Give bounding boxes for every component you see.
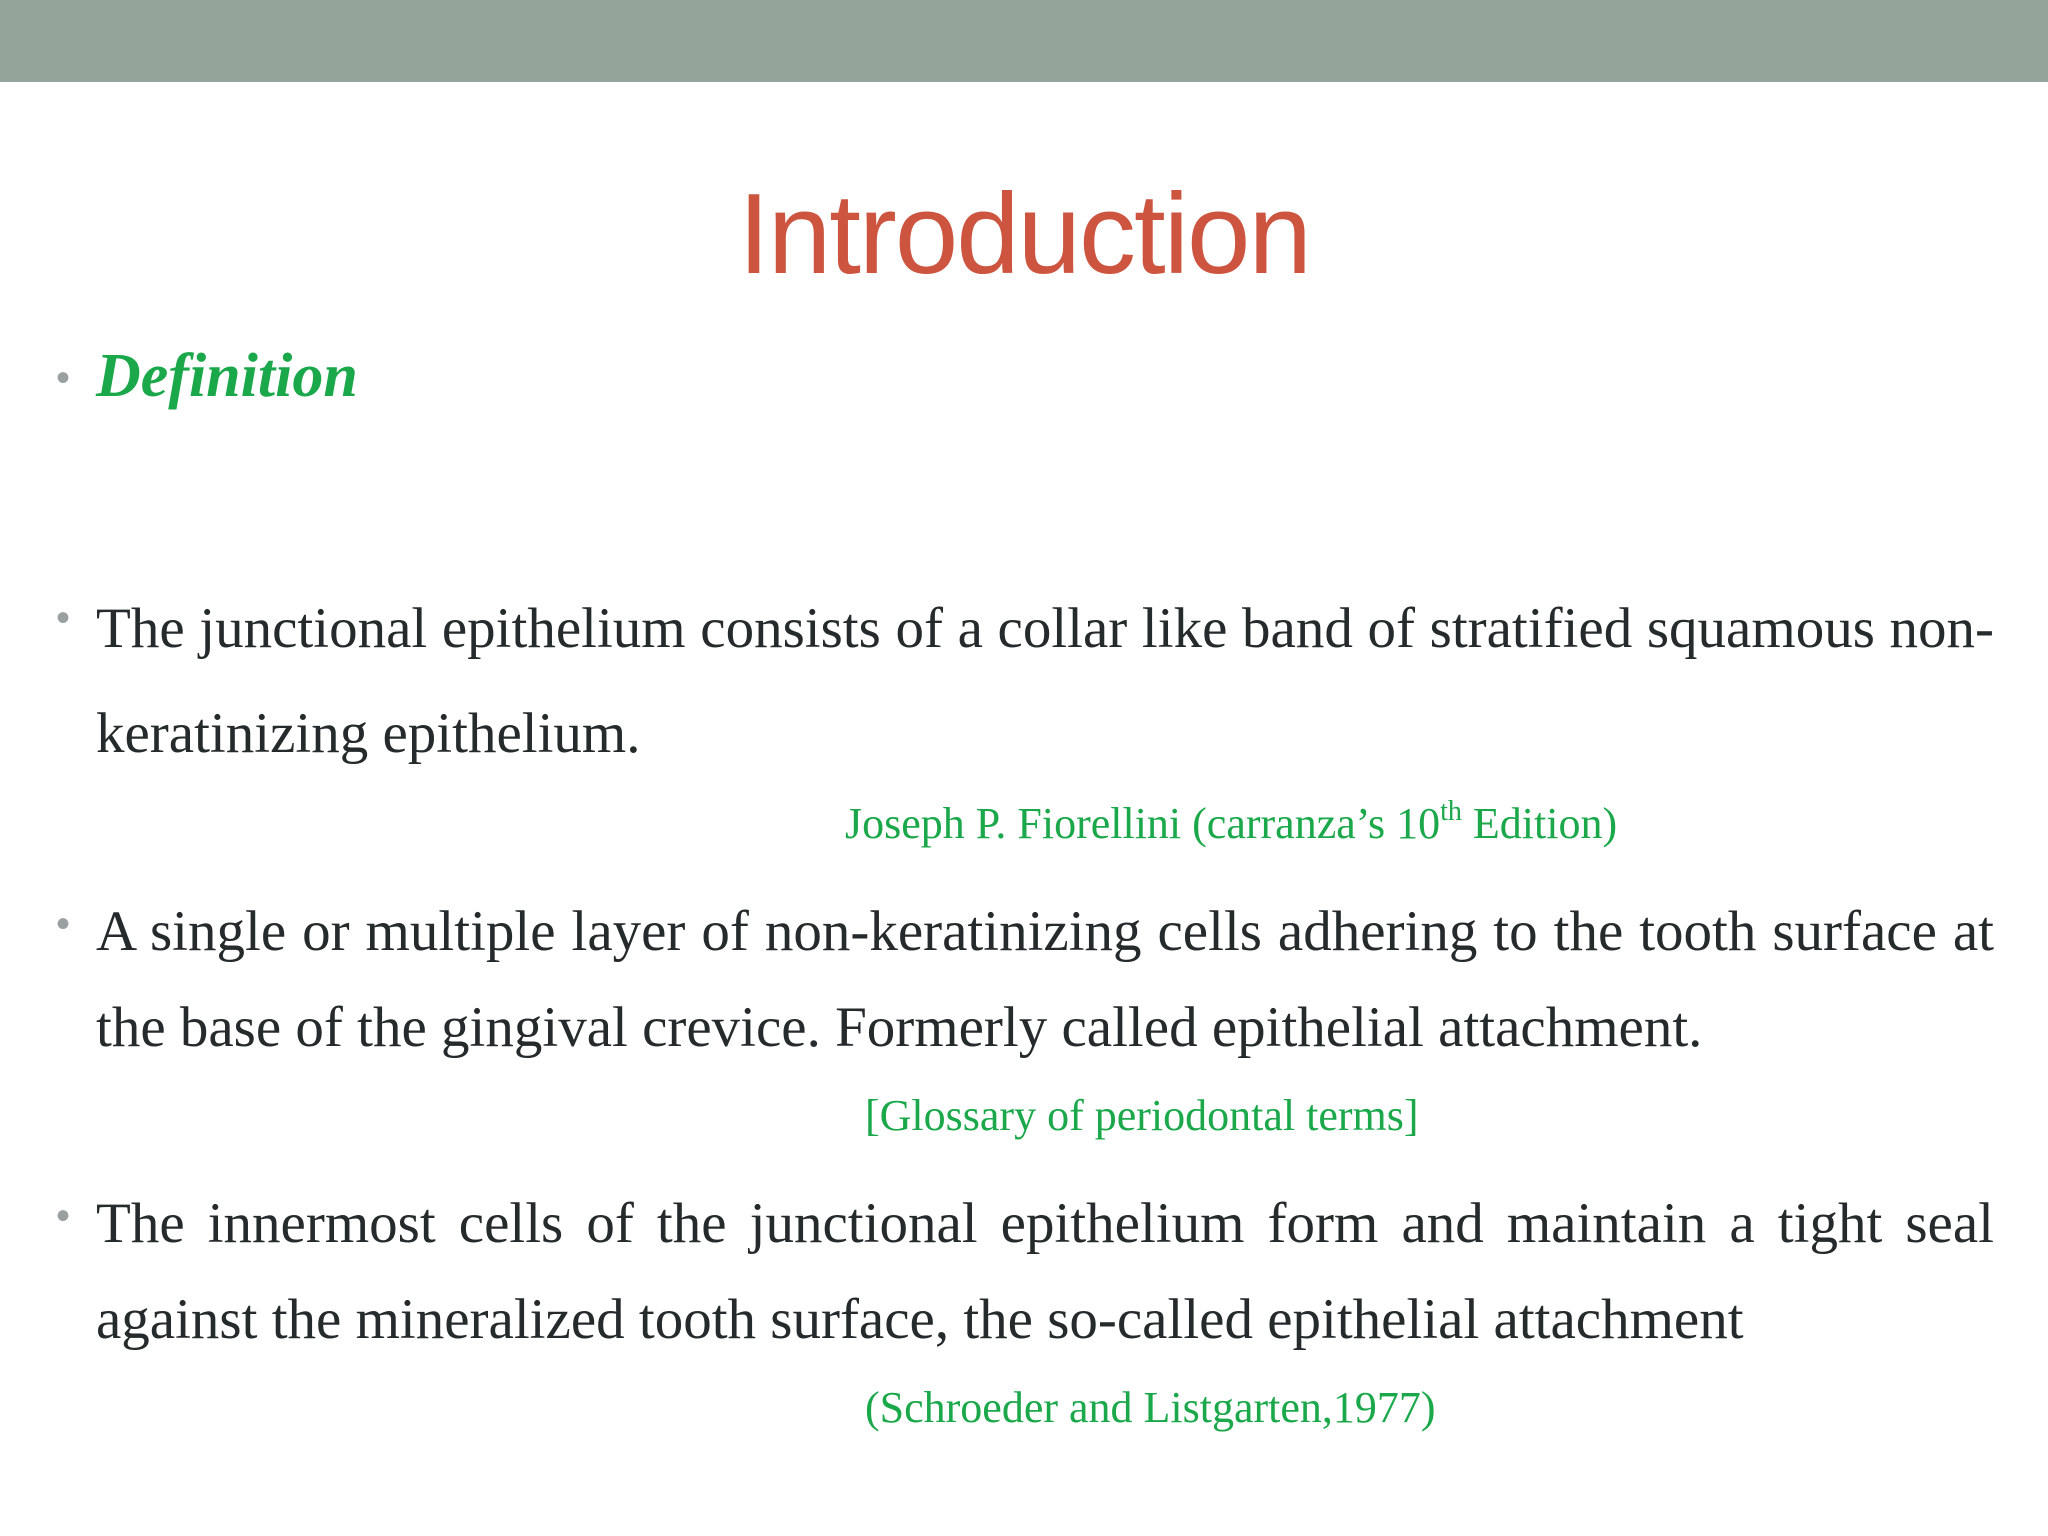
citation-3: (Schroeder and Listgarten,1977) bbox=[865, 1383, 1436, 1432]
citation-1-text: Joseph P. Fiorellini (carranza’s 10 bbox=[845, 799, 1441, 848]
citation-1-suffix: Edition) bbox=[1461, 799, 1618, 848]
bullet-text-2: A single or multiple layer of non-keratinizing cells adhering to the tooth surface at the base of the gingival crevice. Formerly called epithelial attachment. bbox=[96, 900, 1994, 1059]
bullet-text-1: The junctional epithelium consists of a collar like band of stratified squamous non-keratinizing epithelium. bbox=[96, 597, 1994, 765]
citation-1 bbox=[845, 796, 1617, 852]
top-band bbox=[0, 0, 2048, 82]
bullet-icon: • bbox=[56, 356, 71, 400]
bullet-icon: • bbox=[56, 902, 71, 946]
citation-2: [Glossary of periodontal terms] bbox=[865, 1091, 1419, 1140]
bullet-icon: • bbox=[56, 596, 71, 640]
citation-1-superscript: th bbox=[1440, 796, 1462, 827]
definition-heading: Definition bbox=[96, 342, 358, 410]
bullet-icon: • bbox=[56, 1194, 71, 1238]
bullet-text-3: The innermost cells of the junctional epithelium form and maintain a tight seal against the mineralized tooth surface, the so-called epithelial attachment bbox=[96, 1192, 1994, 1351]
slide-title: Introduction bbox=[738, 171, 1310, 298]
